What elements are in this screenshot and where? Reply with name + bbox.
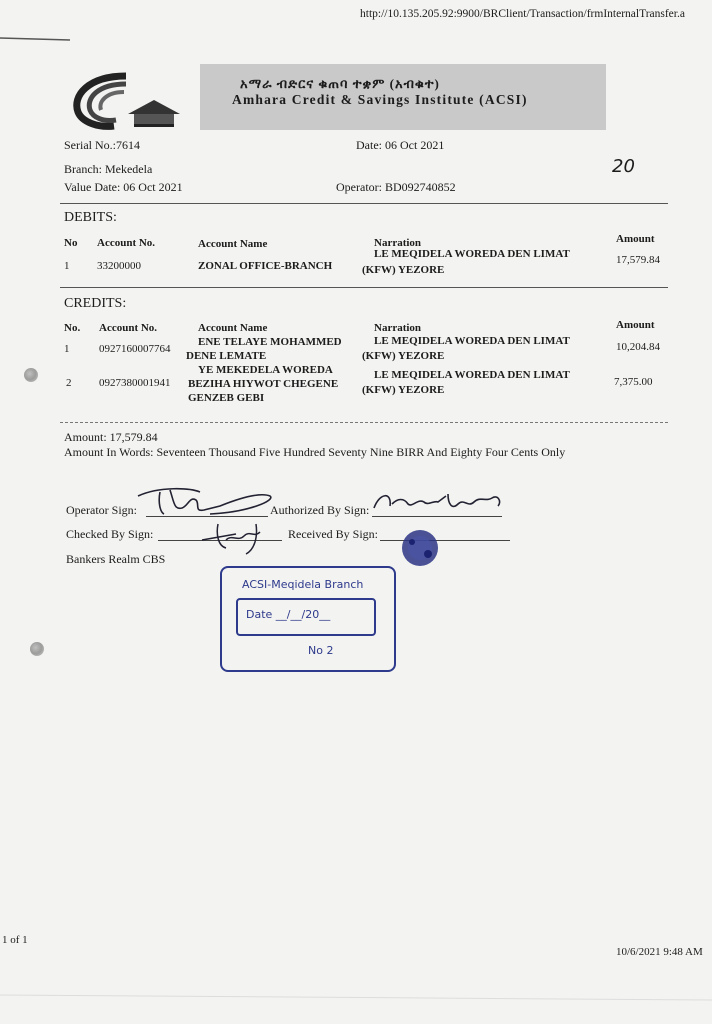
ink-stamp-icon bbox=[398, 526, 442, 570]
serial-number: Serial No.:7614 bbox=[64, 138, 140, 152]
debit-row-account-name: ZONAL OFFICE-BRANCH bbox=[198, 260, 333, 272]
received-sign-label: Received By Sign: bbox=[288, 527, 378, 541]
debit-row-amount: 17,579.84 bbox=[616, 254, 660, 266]
acsi-logo-icon bbox=[68, 70, 186, 132]
title-english: Amhara Credit & Savings Institute (ACSI) bbox=[232, 92, 528, 107]
debit-row-narration-1: LE MEQIDELA WOREDA DEN LIMAT bbox=[374, 248, 570, 260]
operator-signature-icon bbox=[130, 482, 280, 522]
credit-row-account-no: 0927160007764 bbox=[99, 343, 171, 355]
divider bbox=[60, 203, 668, 204]
credit-row-account-name-1: ENE TELAYE MOHAMMED bbox=[198, 336, 342, 348]
credit-row-narration-1: LE MEQIDELA WOREDA DEN LIMAT bbox=[374, 369, 570, 381]
punch-hole bbox=[24, 368, 38, 382]
document-date: Date: 06 Oct 2021 bbox=[356, 138, 445, 152]
debits-col-amount: Amount bbox=[616, 233, 655, 245]
system-name: Bankers Realm CBS bbox=[66, 552, 166, 566]
credit-row-narration-2: (KFW) YEZORE bbox=[362, 350, 445, 362]
credits-col-account-name: Account Name bbox=[198, 322, 268, 334]
credit-row-no: 2 bbox=[66, 377, 72, 389]
branch-name: Branch: Mekedela bbox=[64, 162, 153, 176]
page-number: 1 of 1 bbox=[2, 934, 28, 946]
debits-col-no: No bbox=[64, 237, 78, 249]
print-timestamp: 10/6/2021 9:48 AM bbox=[616, 946, 703, 958]
amount-in-words: Amount In Words: Seventeen Thousand Five Hundred Seventy Nine BIRR And Eighty Four Cents Only bbox=[64, 445, 566, 459]
divider bbox=[60, 287, 668, 288]
debits-col-narration: Narration bbox=[374, 237, 422, 249]
debits-col-account-no: Account No. bbox=[97, 237, 156, 249]
credits-col-amount: Amount bbox=[616, 319, 655, 331]
total-amount: Amount: 17,579.84 bbox=[64, 430, 158, 444]
credit-row-narration-1: LE MEQIDELA WOREDA DEN LIMAT bbox=[374, 335, 570, 347]
checked-signature-icon bbox=[196, 518, 276, 558]
credit-row-account-name-3: GENZEB GEBI bbox=[188, 392, 265, 404]
credits-col-no: No. bbox=[64, 322, 81, 334]
credit-row-amount: 10,204.84 bbox=[616, 341, 660, 353]
handwritten-note: 20 bbox=[612, 156, 635, 177]
credit-row-no: 1 bbox=[64, 343, 70, 355]
checked-sign-label: Checked By Sign: bbox=[66, 527, 154, 541]
browser-url: http://10.135.205.92:9900/BRClient/Transaction/frmInternalTransfer.a bbox=[360, 8, 685, 20]
branch-stamp bbox=[220, 566, 396, 672]
divider bbox=[60, 422, 668, 423]
credit-row-account-name-2: DENE LEMATE bbox=[186, 350, 267, 362]
debits-title: DEBITS: bbox=[64, 210, 117, 225]
credit-row-narration-2: (KFW) YEZORE bbox=[362, 384, 445, 396]
operator-sign-label: Operator Sign: bbox=[66, 503, 137, 517]
credits-col-narration: Narration bbox=[374, 322, 422, 334]
credits-col-account-no: Account No. bbox=[99, 322, 158, 334]
title-amharic: አማራ ብድርና ቁጠባ ተቋም (አብቁተ) bbox=[240, 76, 440, 91]
credit-row-account-name-1: YE MEKEDELA WOREDA bbox=[198, 364, 333, 376]
punch-hole bbox=[30, 642, 44, 656]
credits-title: CREDITS: bbox=[64, 296, 127, 311]
debit-row-no: 1 bbox=[64, 260, 70, 272]
stamp-number: No 2 bbox=[308, 644, 334, 657]
debit-row-account-no: 33200000 bbox=[97, 260, 141, 272]
stamp-branch-name: ACSI-Meqidela Branch bbox=[242, 578, 364, 591]
credit-row-amount: 7,375.00 bbox=[614, 376, 653, 388]
value-date: Value Date: 06 Oct 2021 bbox=[64, 180, 183, 194]
credit-row-account-no: 0927380001941 bbox=[99, 377, 171, 389]
authorized-signature-icon bbox=[368, 488, 508, 518]
debits-col-account-name: Account Name bbox=[198, 238, 268, 250]
debit-row-narration-2: (KFW) YEZORE bbox=[362, 264, 445, 276]
credit-row-account-name-2: BEZIHA HIYWOT CHEGENE bbox=[188, 378, 339, 390]
authorized-sign-label: Authorized By Sign: bbox=[270, 503, 370, 517]
operator-id: Operator: BD092740852 bbox=[336, 180, 456, 194]
stamp-date: Date __/__/20__ bbox=[246, 608, 331, 621]
